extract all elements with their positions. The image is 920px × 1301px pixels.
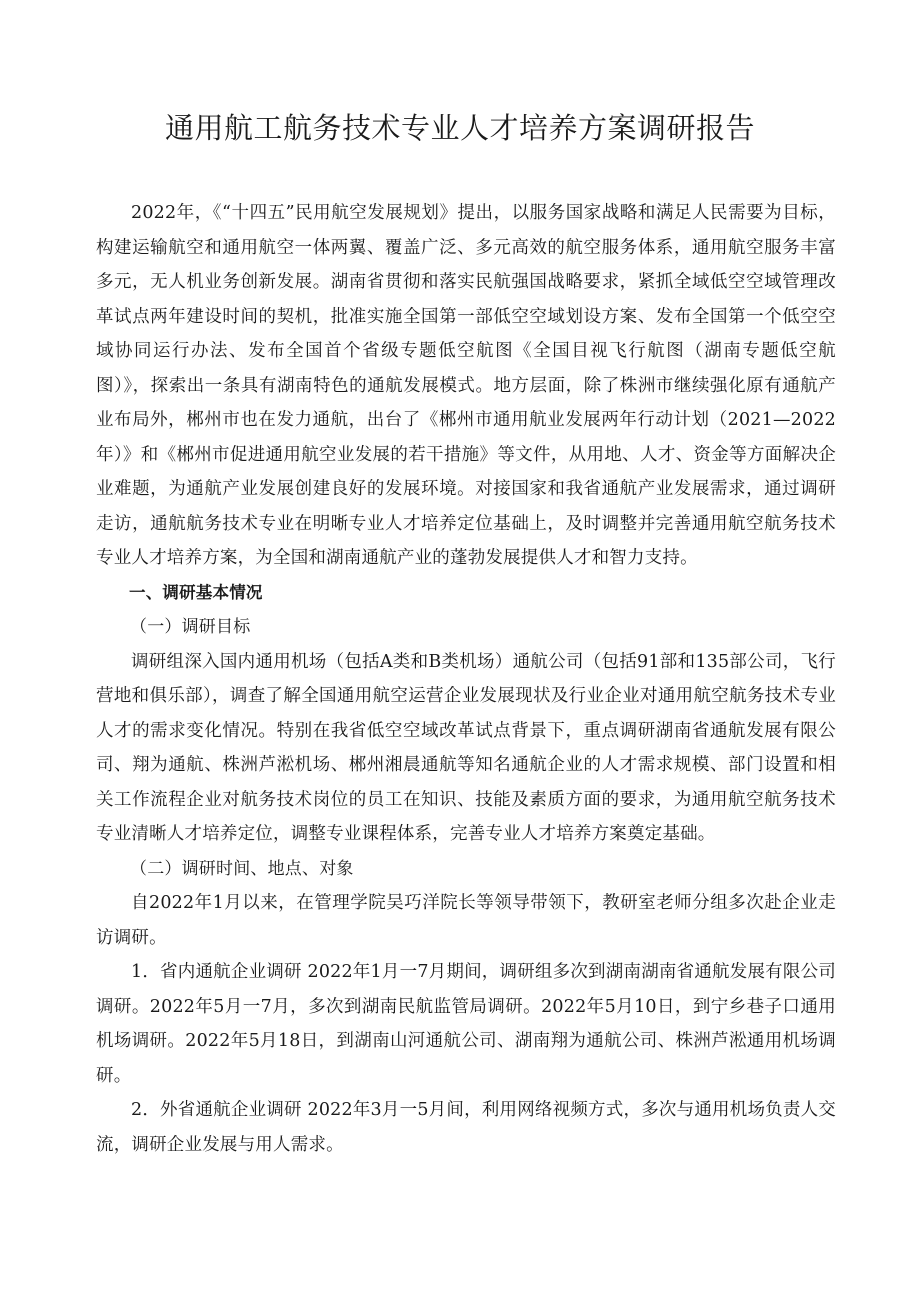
list-item-domestic-survey: 1．省内通航企业调研 2022年1月一7月期间，调研组多次到湖南湖南省通航发展有限公司调研。2022年5月一7月，多次到湖南民航监管局调研。2022年5月10日，到宁乡巷子口通用机场调研。2022年5月18日，到湖南山河通航公司、湖南翔为通航公司、株洲芦淞通用机场调研。 <box>96 962 836 1086</box>
subsection-heading-objectives: （一）调研目标 <box>130 617 251 637</box>
intro-paragraph: 2022年，《“十四五”民用航空发展规划》提出，以服务国家战略和满足人民需要为目标，构建运输航空和通用航空一体两翼、覆盖广泛、多元高效的航空服务体系，通用航空服务丰富多元，无人机业务创新发展。湖南省贯彻和落实民航强国战略要求，紧抓全域低空空域管理改革试点两年建设时间的契机，批准实施全国第一部低空空域划设方案、发布全国第一个低空空域协同运行办法、发布全国首个省级专题低空航图《全国目视飞行航图（湖南专题低空航图）》，探索出一条具有湖南特色的通航发展模式。地方层面，除了株洲市继续强化原有通航产业布局外，郴州市也在发力通航，出台了《郴州市通用航业发展两年行动计划（2021—2022年）》和《郴州市促进通用航空业发展的若干措施》等文件，从用地、人才、资金等方面解决企业难题，为通航产业发展创建良好的发展环境。对接国家和我省通航产业发展需求，通过调研走访，通航航务技术专业在明晰专业人才培养定位基础上，及时调整并完善通用航空航务技术专业人才培养方案，为全国和湖南通航产业的蓬勃发展提供人才和智力支持。 <box>96 203 836 568</box>
subsection-heading-time-place: （二）调研时间、地点、对象 <box>130 858 354 879</box>
section-heading-basic-info: 一、调研基本情况 <box>129 582 263 602</box>
list-item-external-survey: 2．外省通航企业调研 2022年3月一5月间，利用网络视频方式，多次与通用机场负责人交流，调研企业发展与用人需求。 <box>96 1100 836 1155</box>
document-title: 通用航工航务技术专业人才培养方案调研报告 <box>164 111 755 145</box>
document-body <box>96 196 836 1162</box>
objectives-paragraph: 调研组深入国内通用机场（包括A类和B类机场）通航公司（包括91部和135部公司，飞行营地和俱乐部），调查了解全国通用航空运营企业发展现状及行业企业对通用航空航务技术专业人才的需求变化情况。特别在我省低空空域改革试点背景下，重点调研湖南省通航发展有限公司、翔为通航、株洲芦淞机场、郴州湘晨通航等知名通航企业的人才需求规模、部门设置和相关工作流程企业对航务技术岗位的员工在知识、技能及素质方面的要求，为通用航空航务技术专业清晰人才培养定位，调整专业课程体系，完善专业人才培养方案奠定基础。 <box>96 651 836 844</box>
time-place-paragraph: 自2022年1月以来，在管理学院吴巧洋院长等领导带领下，教研室老师分组多次赴企业走访调研。 <box>96 893 836 948</box>
